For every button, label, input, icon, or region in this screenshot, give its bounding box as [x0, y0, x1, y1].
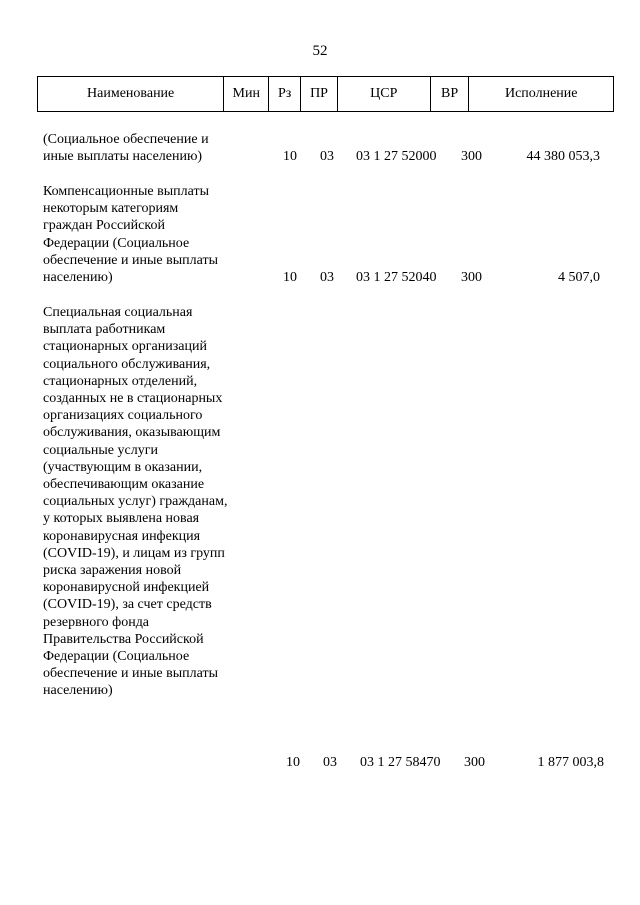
row-3-isp: 1 877 003,8 — [537, 755, 604, 770]
row-1-csr: 03 1 27 52000 — [356, 149, 437, 164]
header-min: Мин — [224, 77, 269, 111]
row-2-name: Компенсационные выплаты некоторым категориям граждан Российской Федерации (Социальное обеспечение и иные выплаты населению) — [43, 184, 218, 286]
header-name: Наименование — [38, 77, 224, 111]
header-vr: ВР — [431, 77, 470, 111]
header-rz: Рз — [269, 77, 301, 111]
header-isp: Исполнение — [504, 86, 578, 101]
row-1-pr: 03 — [320, 149, 334, 164]
row-2-csr: 03 1 27 52040 — [356, 270, 437, 285]
row-1-rz: 10 — [283, 149, 297, 164]
header-csr: ЦСР — [338, 77, 431, 111]
row-3-pr: 03 — [323, 755, 337, 770]
row-2-vr: 300 — [461, 270, 482, 285]
row-1-vr: 300 — [461, 149, 482, 164]
row-1-name: (Социальное обеспечение и иные выплаты населению) — [43, 132, 209, 165]
header-pr: ПР — [301, 77, 338, 111]
table-header — [37, 76, 614, 112]
row-1-isp: 44 380 053,3 — [526, 149, 600, 164]
row-3-vr: 300 — [464, 755, 485, 770]
row-2-isp: 4 507,0 — [558, 270, 600, 285]
row-3-csr: 03 1 27 58470 — [360, 755, 441, 770]
row-2-rz: 10 — [283, 270, 297, 285]
page-number: 52 — [312, 43, 328, 59]
row-3-rz: 10 — [286, 755, 300, 770]
row-3-name: Специальная социальная выплата работникам стационарных организаций социального обслуживания, стационарных отделений, созданных не в стационарных организациях социального обслуживания, оказывающим социальные услуги (участвующим в оказании, обеспечивающим оказание социальных услуг) гражданам, у которых выявлена новая коронавирусная инфекция (COVID-19), и лицам из групп риска заражения новой коронавирусной инфекцией (COVID-19), за счет средств резервного фонда Правительства Российской Федерации (Социальное обеспечение и иные выплаты населению) — [43, 305, 228, 699]
row-2-pr: 03 — [320, 270, 334, 285]
